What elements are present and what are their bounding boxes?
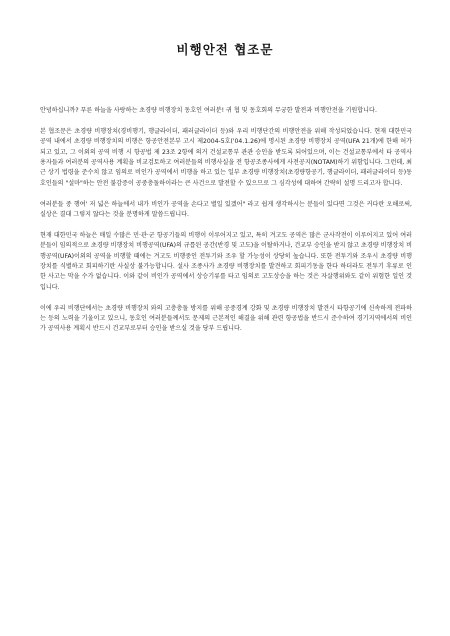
paragraph-misconception: 여러분들 중 행여' 저 넓은 하늘에서 내가 비인가 공역을 손다고 별일 있겠어" 라고 쉽게 생각하시는 분들이 있다면 그것은 커다란 오해로써, 실상은 결대 그렇지 않다는 것을 분명하게 말씀드립니다. <box>40 200 412 219</box>
document-title: 비행안전 협조문 <box>176 42 274 57</box>
paragraph-risk: 현재 대한민국 하늘은 매일 수많은 민·관·군 항공기들의 비행이 이루어지고 있고, 특히 겨고도 공역은 많은 군사작전이 이루어지고 있어 여러분들이 임의적으로 초경량 비행장치 비행공역(UFA)의 규릅된 공간(반경 및 고도)을 이탈하거나, 건교부 승인을 받지 않고 초경량 비행장치 비행공역(UFA)이외의 공역을 비행할 때에는 겨고도 비행중인 전투기와 조우 할 가능성이 상당히 높습니다. 또한 전투기와 조우시 초경량 비행장치를 식별하고 회피하기란 사실상 불가능합니다. 설사 조종사가 초경량 비행장치를 발견하고 회피기동을 한다 하더라도 전투기 후류로 인한 사고는 막을 수가 없습니다. 이와 같이 비인가 공역에서 상승기류를 타고 임의로 고도상승을 하는 것은 자살행위와도 같이 위험한 일인 것입니다. <box>40 231 412 291</box>
paragraph-request: 이에 우리 비행단에서는 초경량 비행장치 와의 고충충돌 방지를 위해 공중경계 강화 및 초경량 비행장치 발견시 타항공기에 신속하게 전파하는 등의 노력을 기울이고 있으니, 동호인 여러분들께서도 문제의 근본적인 해결을 위해 관련 항공법을 반드시 준수하여 경기지역에서의 비인가 공역사용 계획시 반드시 건교부로부터 승인을 받으실 것을 당부 드립니다. <box>40 304 412 333</box>
paragraph-greeting: 안녕하십니까? 푸른 하늘을 사랑하는 초경량 비행장치 동호인 여러분! 귀 협 및 동호회의 무궁한 발전과 비행안전을 기원합니다. <box>40 107 377 114</box>
document-body <box>40 106 412 345</box>
paragraph-purpose: 본 협조문은 초경량 비행장치(경비행기, 행글라이더, 패러글라이더 등)와 우리 비행단간의 비행안전을 위해 작성되었습니다. 현재 대한민국 공역 내에서 초경량 비행장치의 비행은 항공안전본부 고시 제2004-5호('04.1.26)에 명시된 초경량 비행장치 공역(UFA 21개)에 한해 허가되고 있고, 그 이외의 공역 비행 시 항공법 제 23조 2항에 의거 건설교통부 관관 승인을 받도록 되어있으며, 이는 건설교통부에서 타 공역사용자들과 여러분의 공역사용 계획을 비교검토하고 여러분들의 비행사실을 전 항공조종사에게 사전공지(NOTAM)하기 위함입니다. 그런데, 최근 상기 법령을 준수치 않고 임의로 비인가 공역에서 비행을 하고 있는 일부 초경량 비행장치(초경량항공기, 행글라이더, 패러글라이더 등)동호인들의 "설마"하는 안전 불감증이 공중충돌하이라는 큰 사건으로 발전할 수 있으므로 그 심각성에 대하여 간략히 설명 드리고자 합니다. <box>40 127 412 187</box>
